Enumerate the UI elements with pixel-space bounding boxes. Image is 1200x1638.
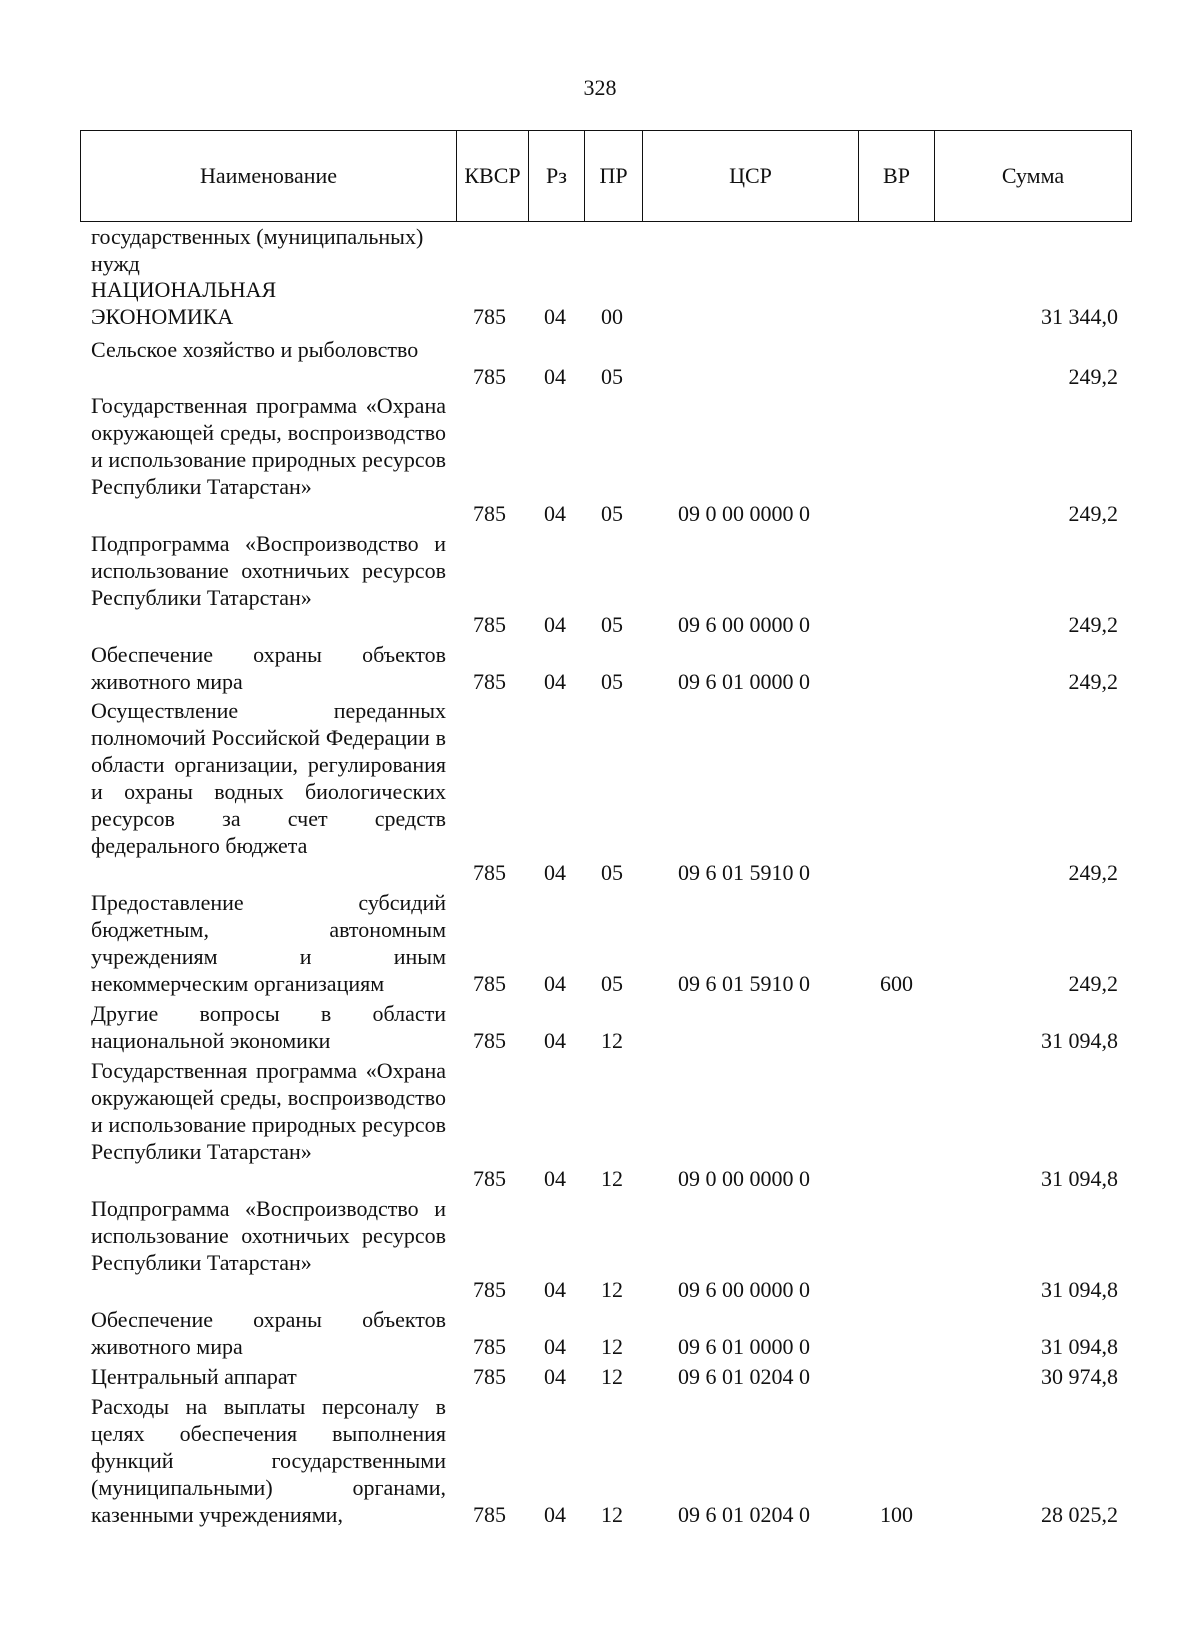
row-rz: 04 (544, 1166, 566, 1191)
row-sum: 249,2 (1068, 364, 1118, 389)
row-rz: 04 (544, 501, 566, 526)
row-name: Подпрограмма «Воспроизводство и использование охотничьих ресурсов Республики Татарстан» (91, 531, 446, 610)
header-csr: ЦСР (643, 131, 859, 221)
row-name: Другие вопросы в области национальной экономики (91, 1001, 446, 1053)
row-name: Обеспечение охраны объектов животного мира (91, 642, 446, 694)
row-pr: 05 (601, 669, 623, 694)
header-name: Наименование (81, 131, 457, 221)
row-kvsr: 785 (473, 1334, 506, 1359)
row-sum: 249,2 (1068, 971, 1118, 996)
header-sum: Сумма (1001, 163, 1065, 188)
row-sum: 31 094,8 (1041, 1028, 1118, 1053)
row-kvsr: 785 (473, 971, 506, 996)
row-sum: 249,2 (1068, 669, 1118, 694)
row-sum: 249,2 (1068, 860, 1118, 885)
row-kvsr: 785 (473, 1166, 506, 1191)
row-rz: 04 (544, 364, 566, 389)
row-pr: 12 (601, 1028, 623, 1053)
row-csr: 09 0 00 0000 0 (678, 1166, 810, 1191)
row-pr: 12 (601, 1277, 623, 1302)
row-kvsr: 785 (473, 612, 506, 637)
row-vr: 600 (880, 971, 913, 996)
row-sum: 31 094,8 (1041, 1277, 1118, 1302)
row-pr: 05 (601, 501, 623, 526)
row-sum: 31 344,0 (1041, 304, 1118, 329)
row-rz: 04 (544, 1364, 566, 1389)
row-kvsr: 785 (473, 860, 506, 885)
row-pr: 12 (601, 1364, 623, 1389)
row-pr: 05 (601, 364, 623, 389)
row-name: Осуществление переданных полномочий Российской Федерации в области организации, регулирования и охраны водных биологических ресурсов за счет средств федерального бюджета (91, 698, 446, 858)
row-csr: 09 6 01 0204 0 (678, 1364, 810, 1389)
row-kvsr: 785 (473, 1364, 506, 1389)
row-kvsr: 785 (473, 1502, 506, 1527)
row-rz: 04 (544, 1277, 566, 1302)
row-rz: 04 (544, 971, 566, 996)
row-sum: 31 094,8 (1041, 1166, 1118, 1191)
row-rz: 04 (544, 612, 566, 637)
row-vr: 100 (880, 1502, 913, 1527)
row-kvsr: 785 (473, 1277, 506, 1302)
row-csr: 09 6 00 0000 0 (678, 612, 810, 637)
header-vr: ВР (859, 131, 935, 221)
row-name: НАЦИОНАЛЬНАЯ ЭКОНОМИКА (91, 277, 277, 329)
row-sum: 30 974,8 (1041, 1364, 1118, 1389)
row-sum: 249,2 (1068, 501, 1118, 526)
row-pr: 05 (601, 971, 623, 996)
row-kvsr: 785 (473, 669, 506, 694)
row-name: Центральный аппарат (91, 1364, 297, 1389)
row-pr: 12 (601, 1502, 623, 1527)
row-csr: 09 6 01 0000 0 (678, 1334, 810, 1359)
row-name: государственных (муниципальных) нужд (91, 224, 424, 276)
header-kvsr: КВСР (457, 131, 529, 221)
row-sum: 249,2 (1068, 612, 1118, 637)
row-csr: 09 6 00 0000 0 (678, 1277, 810, 1302)
row-rz: 04 (544, 1334, 566, 1359)
page-number: 328 (583, 75, 617, 100)
row-rz: 04 (544, 860, 566, 885)
row-csr: 09 6 01 5910 0 (678, 971, 810, 996)
row-name: Подпрограмма «Воспроизводство и использование охотничьих ресурсов Республики Татарстан» (91, 1196, 446, 1275)
row-name: Государственная программа «Охрана окружающей среды, воспроизводство и использование природных ресурсов Республики Татарстан» (91, 1058, 446, 1164)
row-sum: 28 025,2 (1041, 1502, 1118, 1527)
row-kvsr: 785 (473, 364, 506, 389)
row-rz: 04 (544, 669, 566, 694)
header-pr: ПР (585, 131, 643, 221)
row-csr: 09 6 01 0000 0 (678, 669, 810, 694)
row-rz: 04 (544, 1028, 566, 1053)
row-kvsr: 785 (473, 1028, 506, 1053)
row-name: Расходы на выплаты персоналу в целях обеспечения выполнения функций государственными (муниципальными) органами, казенными учреждениями, (91, 1394, 446, 1527)
row-pr: 05 (601, 612, 623, 637)
row-name: Государственная программа «Охрана окружающей среды, воспроизводство и использование природных ресурсов Республики Татарстан» (91, 393, 446, 499)
row-name: Обеспечение охраны объектов животного мира (91, 1307, 446, 1359)
row-name: Предоставление субсидий бюджетным, автономным учреждениям и иным некоммерческим организациям (91, 890, 446, 996)
row-sum: 31 094,8 (1041, 1334, 1118, 1359)
row-kvsr: 785 (473, 501, 506, 526)
row-pr: 05 (601, 860, 623, 885)
row-pr: 00 (601, 304, 623, 329)
row-kvsr: 785 (473, 304, 506, 329)
header-rz: Рз (529, 131, 585, 221)
row-rz: 04 (544, 304, 566, 329)
row-csr: 09 6 01 5910 0 (678, 860, 810, 885)
row-csr: 09 6 01 0204 0 (678, 1502, 810, 1527)
row-pr: 12 (601, 1166, 623, 1191)
row-rz: 04 (544, 1502, 566, 1527)
row-pr: 12 (601, 1334, 623, 1359)
row-name: Сельское хозяйство и рыболовство (91, 337, 419, 362)
row-csr: 09 0 00 0000 0 (678, 501, 810, 526)
